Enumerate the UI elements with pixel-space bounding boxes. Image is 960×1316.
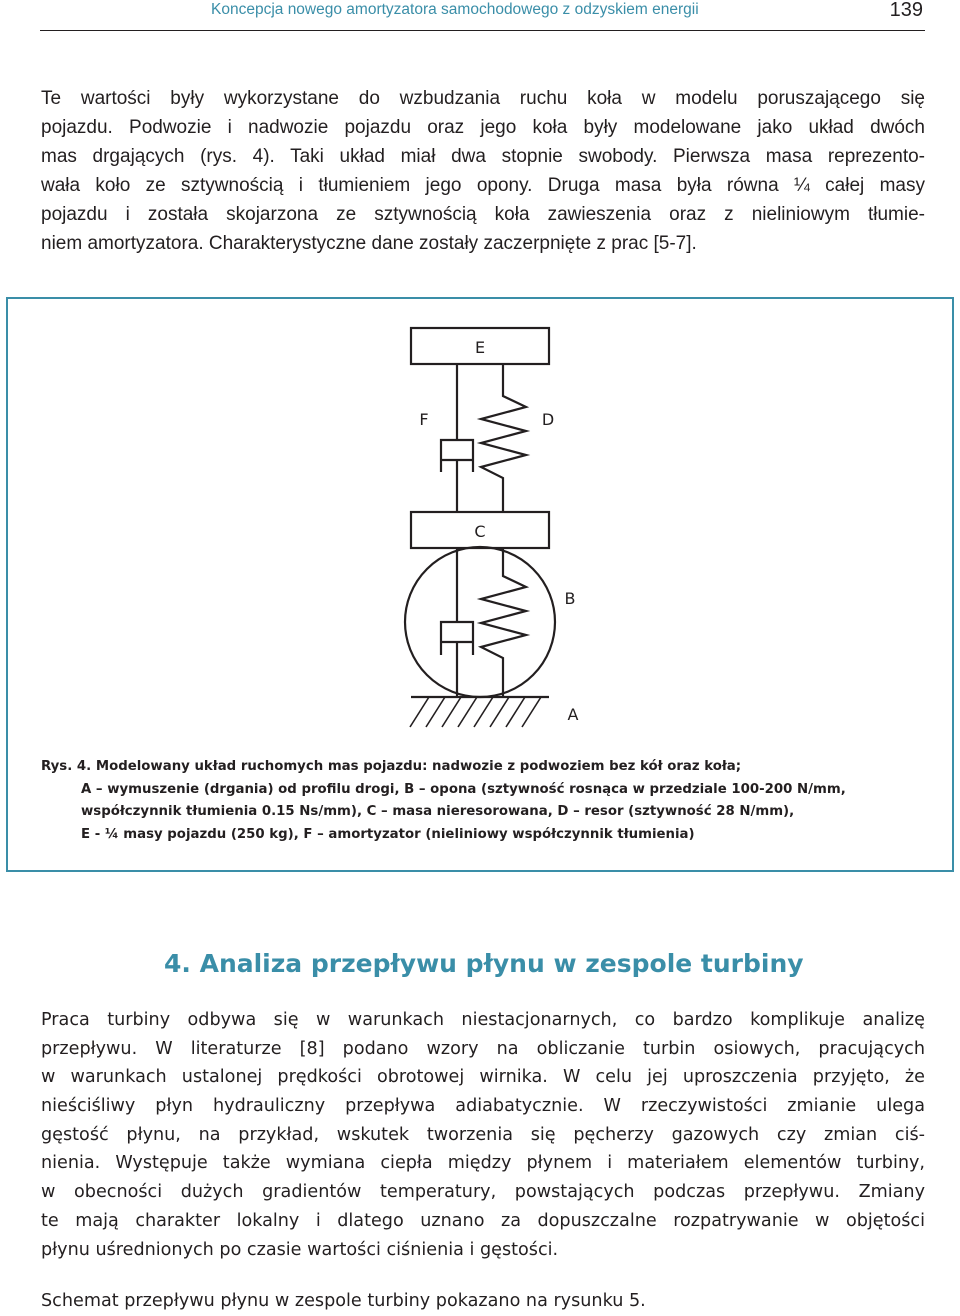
paragraph-line: w obecności dużych gradientów temperatury, powstających podczas przepływu. Zmiany — [41, 1182, 925, 1203]
label-a: A — [567, 705, 579, 724]
body-paragraph — [41, 1006, 925, 1264]
paragraph-line: te mają charakter lokalny i dlatego uznano za dopuszczalne rozpatrywanie w objętości — [41, 1210, 925, 1231]
paragraph-line: pojazdu. Podwozie i nadwozie pojazdu oraz jego koła były modelowane jako układ dwóch — [41, 117, 925, 138]
paragraph-line: w warunkach ustalonej prędkości obrotowej wirnika. W celu jej uproszczenia przyjęto, że — [41, 1067, 925, 1088]
paragraph-line: wała koło ze sztywnością i tłumieniem jego opony. Druga masa była równa ¼ całej masy — [41, 175, 925, 196]
paragraph-line: nienia. Występuje także wymiana ciepła między płynem i materiałem elementów turbiny, — [41, 1153, 925, 1174]
caption-line: A – wymuszenie (drgania) od profilu drogi, B – opona (sztywność rosnąca w przedziale 100-200 N/mm, — [81, 781, 846, 797]
caption-line: współczynnik tłumienia 0.15 Ns/mm), C – masa nieresorowana, D – resor (sztywność 28 N/mm), — [81, 804, 795, 819]
paragraph-line: gęstość płynu, na przykład, wskutek tworzenia się pęcherzy gazowych czy zmian ciś- — [41, 1124, 925, 1145]
caption-line: E - ¼ masy pojazdu (250 kg), F – amortyzator (nieliniowy współczynnik tłumienia) — [81, 826, 695, 842]
label-b: B — [564, 589, 576, 608]
paragraph-line: niem amortyzatora. Charakterystyczne dane zostały zaczerpnięte z prac [5-7]. — [41, 233, 697, 254]
paragraph-line: Praca turbiny odbywa się w warunkach niestacjonarnych, co bardzo komplikuje analizę — [41, 1010, 925, 1030]
page-number: 139 — [889, 0, 923, 21]
paragraph-line: Te wartości były wykorzystane do wzbudzania ruchu koła w modelu poruszającego się — [41, 88, 925, 109]
spring-b — [481, 548, 526, 697]
section-heading: 4. Analiza przepływu płynu w zespole turbiny — [164, 949, 804, 978]
spring-d — [481, 364, 526, 512]
label-e: E — [474, 338, 486, 357]
running-title: Koncepcja nowego amortyzatora samochodowego z odzyskiem energii — [211, 1, 699, 18]
paragraph-line: pojazdu i została skojarzona ze sztywnością koła zawieszenia oraz z nieliniowym tłumie- — [41, 204, 925, 225]
label-d: D — [541, 410, 555, 429]
label-f: F — [419, 410, 429, 429]
wheel-circle — [405, 547, 555, 697]
paragraph-line: nieściśliwy płyn hydrauliczny przepływa adiabatycznie. W rzeczywistości zmianie ulega — [41, 1096, 925, 1117]
damper-f — [441, 364, 473, 512]
tire-damper — [441, 548, 473, 697]
paragraph-line: przepływu. W literaturze [8] podano wzory na obliczanie turbin osiowych, pracujących — [41, 1038, 925, 1059]
ground-hatching — [410, 697, 541, 727]
paragraph-line: Schemat przepływu płynu w zespole turbiny pokazano na rysunku 5. — [41, 1291, 646, 1311]
label-c: C — [474, 522, 486, 541]
caption-line: Rys. 4. Modelowany układ ruchomych mas pojazdu: nadwozie z podwoziem bez kół oraz koła; — [41, 759, 742, 774]
figure-caption — [41, 756, 921, 846]
paragraph-line: mas drgających (rys. 4). Taki układ miał dwa stopnie swobody. Pierwsza masa reprezento- — [41, 146, 925, 167]
paragraph-line: płynu uśrednionych po czasie wartości ciśnienia i gęstości. — [41, 1239, 559, 1260]
closing-paragraph — [41, 1287, 925, 1316]
